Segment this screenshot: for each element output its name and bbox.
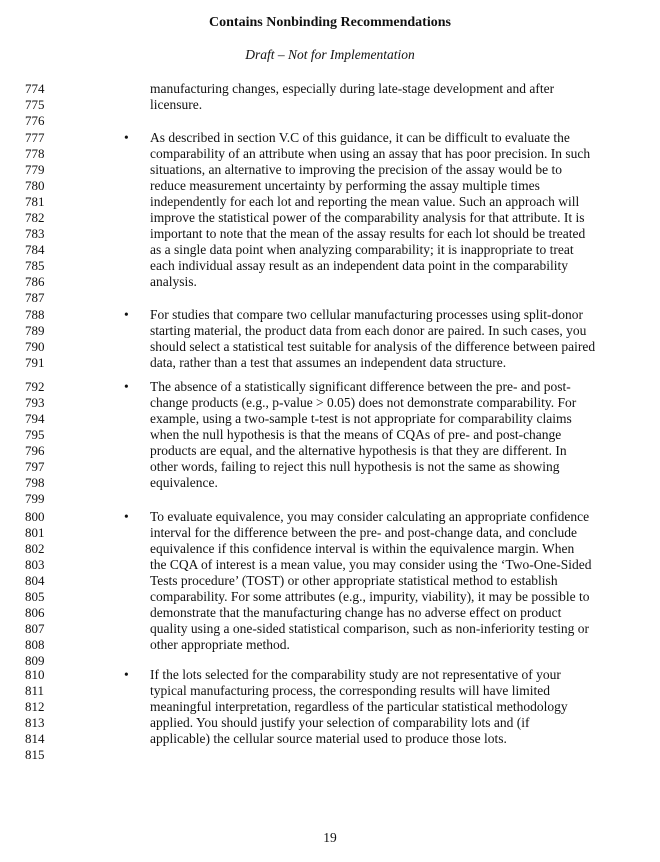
document-line xyxy=(0,146,660,162)
document-line xyxy=(0,731,660,747)
bullet-icon: • xyxy=(124,509,129,524)
document-line xyxy=(0,290,660,306)
document-line xyxy=(0,339,660,355)
document-line xyxy=(0,427,660,443)
line-number: 782 xyxy=(25,210,45,225)
document-line xyxy=(0,491,660,507)
document-line xyxy=(0,637,660,653)
line-number: 789 xyxy=(25,323,45,338)
line-text: reduce measurement uncertainty by performing the assay multiple times xyxy=(150,178,540,193)
document-line xyxy=(0,395,660,411)
line-number: 795 xyxy=(25,427,45,442)
document-line xyxy=(0,411,660,427)
document-line xyxy=(0,715,660,731)
document-line xyxy=(0,81,660,97)
document-line xyxy=(0,274,660,290)
document-line xyxy=(0,667,660,683)
document-line xyxy=(0,194,660,210)
line-text: as a single data point when analyzing comparability; it is inappropriate to treat xyxy=(150,242,574,257)
document-line xyxy=(0,178,660,194)
line-number: 783 xyxy=(25,226,45,241)
line-number: 801 xyxy=(25,525,45,540)
line-number: 797 xyxy=(25,459,45,474)
line-number: 777 xyxy=(25,130,45,145)
document-line xyxy=(0,242,660,258)
document-line xyxy=(0,162,660,178)
document-line xyxy=(0,443,660,459)
document-line xyxy=(0,747,660,763)
line-text: important to note that the mean of the assay results for each lot should be treated xyxy=(150,226,586,241)
document-line xyxy=(0,699,660,715)
header-subtitle: Draft – Not for Implementation xyxy=(245,47,415,62)
line-number: 784 xyxy=(25,242,45,257)
line-number: 788 xyxy=(25,307,45,322)
line-text: Tests procedure’ (TOST) or other appropriate statistical method to establish xyxy=(150,573,558,588)
line-text: independently for each lot and reporting the mean value. Such an approach will xyxy=(150,194,580,209)
line-number: 791 xyxy=(25,355,45,370)
line-text: situations, an alternative to improving the precision of the assay would be to xyxy=(150,162,563,177)
document-line xyxy=(0,557,660,573)
line-number: 792 xyxy=(25,379,45,394)
line-number: 807 xyxy=(25,621,45,636)
line-text: improve the statistical power of the comparability analysis for that attribute. It is xyxy=(150,210,585,225)
document-line xyxy=(0,210,660,226)
bullet-icon: • xyxy=(124,667,129,682)
line-number: 813 xyxy=(25,715,45,730)
line-text: As described in section V.C of this guidance, it can be difficult to evaluate the xyxy=(150,130,570,145)
line-number: 781 xyxy=(25,194,45,209)
line-number: 815 xyxy=(25,747,45,762)
document-line xyxy=(0,475,660,491)
document-line xyxy=(0,113,660,129)
line-text: applied. You should justify your selection of comparability lots and (if xyxy=(150,715,530,730)
line-number: 790 xyxy=(25,339,45,354)
line-text: other words, failing to reject this null hypothesis is not the same as showing xyxy=(150,459,560,474)
line-text: example, using a two-sample t-test is not appropriate for comparability claims xyxy=(150,411,572,426)
bullet-icon: • xyxy=(124,130,129,145)
line-number: 800 xyxy=(25,509,45,524)
document-line xyxy=(0,459,660,475)
document-line xyxy=(0,355,660,371)
line-text: licensure. xyxy=(150,97,203,112)
line-text: interval for the difference between the pre- and post-change data, and conclude xyxy=(150,525,578,540)
document-line xyxy=(0,130,660,146)
document-line xyxy=(0,683,660,699)
line-text: manufacturing changes, especially during late-stage development and after xyxy=(150,81,555,96)
line-number: 787 xyxy=(25,290,45,305)
line-number: 808 xyxy=(25,637,45,652)
line-text: the CQA of interest is a mean value, you may consider using the ‘Two-One-Sided xyxy=(150,557,592,572)
line-text: meaningful interpretation, regardless of the particular statistical methodology xyxy=(150,699,568,714)
line-number: 774 xyxy=(25,81,45,96)
document-line xyxy=(0,541,660,557)
document-line xyxy=(0,323,660,339)
bullet-icon: • xyxy=(124,307,129,322)
line-text: starting material, the product data from each donor are paired. In such cases, you xyxy=(150,323,587,338)
document-line xyxy=(0,307,660,323)
document-line xyxy=(0,258,660,274)
document-line xyxy=(0,525,660,541)
line-text: typical manufacturing process, the corresponding results will have limited xyxy=(150,683,551,698)
line-number: 811 xyxy=(25,683,45,698)
line-text: comparability. For some attributes (e.g., impurity, viability), it may be possible to xyxy=(150,589,590,604)
line-number: 802 xyxy=(25,541,45,556)
line-number: 812 xyxy=(25,699,45,714)
line-number: 804 xyxy=(25,573,45,588)
document-line xyxy=(0,509,660,525)
line-text: To evaluate equivalence, you may consider calculating an appropriate confidence xyxy=(150,509,590,524)
document-line xyxy=(0,605,660,621)
line-text: applicable) the cellular source material used to produce those lots. xyxy=(150,731,507,746)
line-number: 786 xyxy=(25,274,45,289)
line-text: products are equal, and the alternative hypothesis is that they are different. In xyxy=(150,443,567,458)
line-text: each individual assay result as an independent data point in the comparability xyxy=(150,258,568,273)
line-number: 806 xyxy=(25,605,45,620)
document-line xyxy=(0,589,660,605)
page-number: 19 xyxy=(323,830,337,845)
line-text: analysis. xyxy=(150,274,197,289)
line-text: equivalence if this confidence interval is within the equivalence margin. When xyxy=(150,541,575,556)
line-number: 810 xyxy=(25,667,45,682)
line-number: 796 xyxy=(25,443,45,458)
line-number: 793 xyxy=(25,395,45,410)
line-text: other appropriate method. xyxy=(150,637,290,652)
document-line xyxy=(0,573,660,589)
line-number: 799 xyxy=(25,491,45,506)
line-number: 779 xyxy=(25,162,45,177)
line-number: 798 xyxy=(25,475,45,490)
line-text: The absence of a statistically significant difference between the pre- and post- xyxy=(150,379,571,394)
line-text: when the null hypothesis is that the means of CQAs of pre- and post-change xyxy=(150,427,562,442)
line-number: 794 xyxy=(25,411,45,426)
line-text: If the lots selected for the comparability study are not representative of your xyxy=(150,667,561,682)
header-title: Contains Nonbinding Recommendations xyxy=(209,15,451,30)
line-text: data, rather than a test that assumes an independent data structure. xyxy=(150,355,507,370)
bullet-icon: • xyxy=(124,379,129,394)
line-number: 778 xyxy=(25,146,45,161)
line-text: quality using a one-sided statistical comparison, such as non-inferiority testing or xyxy=(150,621,590,636)
line-number: 775 xyxy=(25,97,45,112)
line-text: equivalence. xyxy=(150,475,218,490)
line-text: change products (e.g., p-value > 0.05) does not demonstrate comparability. For xyxy=(150,395,577,410)
document-line xyxy=(0,621,660,637)
line-number: 776 xyxy=(25,113,45,128)
line-number: 805 xyxy=(25,589,45,604)
line-number: 785 xyxy=(25,258,45,273)
document-line xyxy=(0,379,660,395)
document-line xyxy=(0,226,660,242)
line-number: 809 xyxy=(25,653,45,668)
line-text: For studies that compare two cellular manufacturing processes using split-donor xyxy=(150,307,584,322)
line-number: 814 xyxy=(25,731,45,746)
line-text: comparability of an attribute when using an assay that has poor precision. In such xyxy=(150,146,591,161)
line-number: 780 xyxy=(25,178,45,193)
document-line xyxy=(0,97,660,113)
line-text: demonstrate that the manufacturing change has no adverse effect on product xyxy=(150,605,562,620)
line-text: should select a statistical test suitable for analysis of the difference between paired xyxy=(150,339,596,354)
line-number: 803 xyxy=(25,557,45,572)
